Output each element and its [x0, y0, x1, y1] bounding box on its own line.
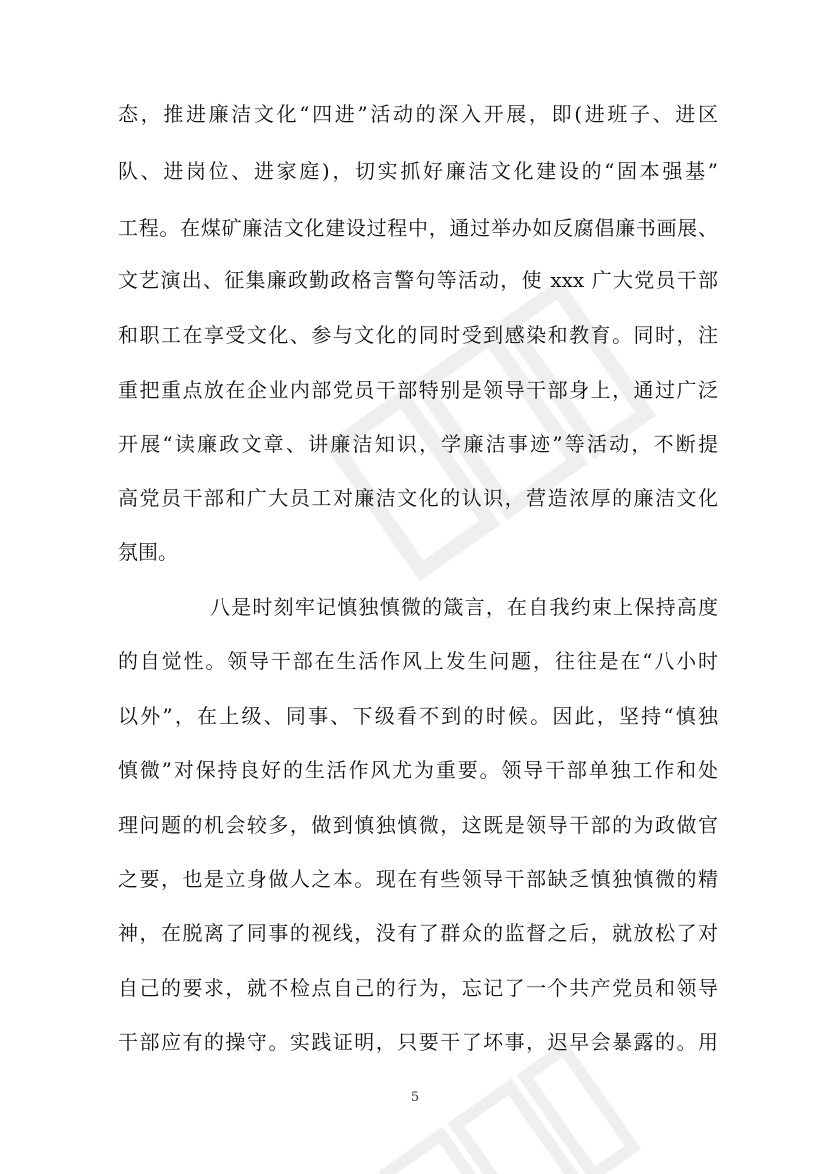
paragraph-2-line-2: 的自觉性。领导干部在生活作风上发生问题，往往是在“八小时 [118, 649, 718, 673]
page-number: 5 [410, 1090, 420, 1105]
body-line-7: 开展“读廉政文章、讲廉洁知识，学廉洁事迹”等活动，不断提 [118, 432, 718, 456]
paragraph-2-line-9: 干部应有的操守。实践证明，只要干了坏事，迟早会暴露的。用 [118, 1030, 718, 1054]
watermark-block-3 [509, 289, 646, 448]
body-line-2: 队、进岗位、进家庭)，切实抓好廉洁文化建设的“固本强基” [118, 159, 718, 183]
paragraph-2-line-3: 以外”，在上级、同事、下级看不到的时候。因此，坚持“慎独 [118, 704, 718, 728]
body-line-4: 文艺演出、征集廉政勤政格言警句等活动，使 xxx 广大党员干部 [118, 268, 718, 292]
paragraph-2-line-4: 慎微”对保持良好的生活作风尤为重要。领导干部单独工作和处 [118, 758, 718, 782]
body-line-3: 工程。在煤矿廉洁文化建设过程中，通过举办如反腐倡廉书画展、 [118, 216, 718, 240]
paragraph-2-line-6: 之要，也是立身做人之本。现在有些领导干部缺乏慎独慎微的精 [118, 867, 718, 891]
body-line-8: 高党员干部和广大员工对廉洁文化的认识，营造浓厚的廉洁文化 [118, 486, 718, 510]
paragraph-2-line-8: 自己的要求，就不检点自己的行为，忘记了一个共产党员和领导 [118, 976, 718, 1000]
paragraph-2-line-5: 理问题的机会较多，做到慎独慎微，这既是领导干部的为政做官 [118, 813, 718, 837]
watermark-block-5 [456, 1087, 579, 1174]
body-line-1: 态，推进廉洁文化“四进”活动的深入开展，即(进班子、进区 [118, 102, 718, 126]
body-line-5: 和职工在享受文化、参与文化的同时受到感染和教育。同时，注 [118, 323, 718, 347]
body-line-6: 重把重点放在企业内部党员干部特别是领导干部身上，通过广泛 [118, 378, 718, 402]
paragraph-2-line-7: 神，在脱离了同事的视线，没有了群众的监督之后，就放松了对 [118, 921, 718, 945]
watermark-block-4 [387, 1135, 510, 1174]
body-line-9: 氛围。 [118, 540, 178, 564]
paragraph-2-line-1: 八是时刻牢记慎独慎微的箴言，在自我约束上保持高度 [210, 595, 718, 619]
watermark-block-6 [525, 1049, 633, 1174]
